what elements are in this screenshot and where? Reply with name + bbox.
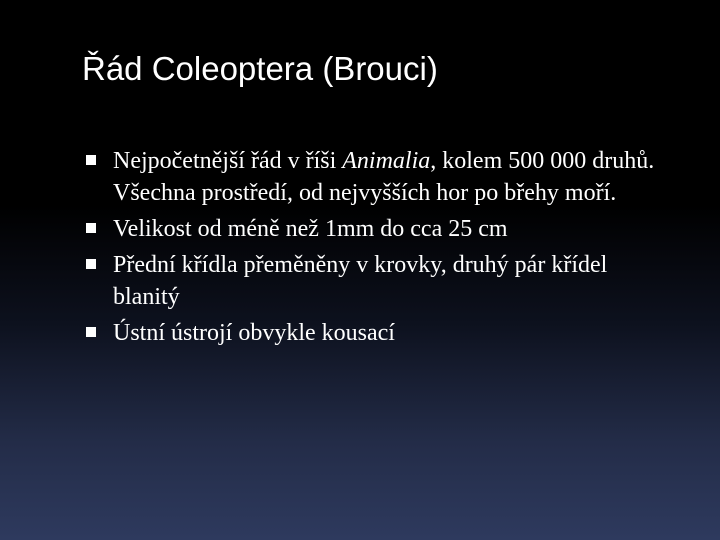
bullet-text: Ústní ústrojí obvykle kousací (113, 320, 395, 346)
slide-title: Řád Coleoptera (Brouci) (82, 50, 438, 87)
bullet-text-part: , kolem 500 000 druhů. Všechna prostředí, od nejvyšších hor po břehy moří. (113, 148, 655, 206)
square-bullet-icon (86, 259, 96, 269)
bullet-text (113, 148, 654, 206)
bullet-text: Přední křídla přeměněny v krovky, druhý pár křídel blanitý (113, 252, 608, 310)
square-bullet-icon (86, 327, 96, 337)
bullet-item (86, 249, 666, 313)
bullet-item (86, 145, 666, 209)
square-bullet-icon (86, 223, 96, 233)
taxon-name: Animalia (342, 148, 431, 174)
bullet-item (86, 317, 666, 349)
bullet-text-part: Nejpočetnější řád v říši (113, 148, 343, 174)
bullet-item (86, 213, 666, 245)
square-bullet-icon (86, 155, 96, 165)
bullet-list (86, 145, 666, 353)
bullet-text: Velikost od méně než 1mm do cca 25 cm (113, 216, 508, 242)
